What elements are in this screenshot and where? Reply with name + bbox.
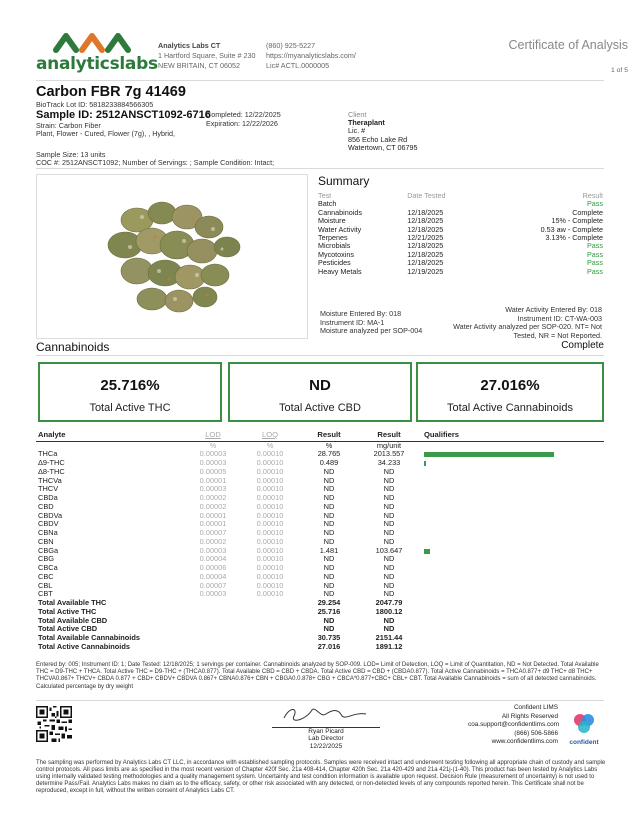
lab-license: Lic# ACTL.0000005 [266,61,330,70]
lims-email[interactable]: coa.support@confidentlims.com [468,721,560,729]
analyte-name: THCa [38,449,58,459]
analyte-name: CBDV [38,519,59,529]
signature-block [276,704,376,750]
summary-date: 12/21/2025 [407,233,444,243]
analyte-result-mg: ND [383,493,395,502]
analyte-lod: 0.00003 [199,545,227,555]
analyte-lod: 0.00004 [199,554,227,564]
footer-disclaimer: The sampling was performed by Analytics Labs CT LLC, in accordance with established sampling protocols. Samples were received intact and underwent testing following all appropriate chain of custody and sample control protocols. All pass limits are as specified in the most recent version of Chapter 420f Sec. 21a 408-414, Chapter 420h Sec. 21a 420-429 and 21a 421j-(1-40). This product has been tested by Analytics Labs using internally validated testing methodologies and a quality management system. Uncertainty and test condition information is available upon request. Decision Rule (measurement of uncertainty) is not used to determine Pass/Fail. Analytics Labs makes no claim as to the efficacy, safety, or other risk associated with any detected, or non-detected levels of any compounds reported herein. This Certificate shall not be reproduced, except in full, without the written consent of Analytics Labs CT. [36,760,606,795]
total-active-thc-value: 25.716% [100,377,160,394]
signer-name: Ryan Picard [308,727,344,735]
summary-date: 12/18/2025 [407,216,444,226]
analyte-row [36,477,604,486]
client-label: Client [348,110,367,119]
analyte-name: CBG [38,554,55,564]
biotrack-id: BioTrack Lot ID: 5818233884566305 [36,100,154,109]
analyte-result-mg: ND [383,580,395,590]
analyte-result-mg: ND [383,528,395,537]
col-result-mg: Result [358,430,420,441]
analyte-loq: 0.00010 [256,475,284,485]
analyte-loq: 0.00010 [256,449,284,459]
analyte-lod: 0.00007 [199,528,227,537]
col-loq: LOQ [240,430,300,441]
analyte-loq: 0.00010 [256,571,284,581]
total-active-cbd-label: Total Active CBD [279,402,361,414]
total-name: Total Active CBD [38,624,98,634]
analyte-result-mg: ND [383,466,395,476]
unit-result-pct: % [325,440,333,450]
total-result-pct: ND [323,615,335,625]
analyte-loq: 0.00010 [256,484,284,494]
total-name: Total Active Cannabinoids [38,641,130,651]
summary-title: Summary [318,174,370,188]
product-title: Carbon FBR 7g 41469 [36,84,186,100]
analyte-row [36,547,604,556]
analyte-bar [424,549,430,554]
qr-code-icon [36,706,72,742]
analyte-row [36,555,604,564]
analyte-name: CBGa [38,545,59,555]
summary-date: 12/18/2025 [407,224,444,234]
col-lod: LOD [186,430,240,441]
lab-name: Analytics Labs CT [158,41,221,50]
analyte-result-pct: ND [323,493,335,502]
lab-phone: (860) 925-5227 [266,41,316,50]
analyte-qualifier-bar-cell [420,529,604,538]
analyte-name: Δ8-THC [38,466,65,476]
analyte-loq: 0.00010 [256,563,284,572]
summary-result: Pass [587,249,603,259]
analyte-qualifier-bar-cell [420,547,604,556]
notes-divider [36,700,604,701]
total-result-pct: 29.254 [317,598,341,607]
analyte-result-pct: ND [323,475,335,485]
summary-row [318,234,603,242]
summary-col-test: Test [318,191,332,200]
analyte-lod: 0.00003 [199,449,227,459]
confident-logo-text: confident [569,739,599,746]
signature-date: 12/22/2025 [309,742,343,750]
summary-test: Water Activity [318,224,362,234]
summary-row [318,251,603,259]
lab-logo [36,30,156,74]
analyte-result-mg: ND [383,475,395,485]
analyte-result-mg: ND [383,519,395,529]
total-active-thc-label: Total Active THC [89,402,171,414]
analyte-name: CBDa [38,493,58,502]
analyte-result-mg: ND [383,484,395,494]
summary-col-date: Date Tested [407,191,446,200]
lab-contact-block [266,41,356,71]
analyte-qualifier-bar-cell [420,512,604,521]
summary-test: Mycotoxins [318,249,354,259]
summary-result: 3.13% - Complete [545,233,603,243]
analyte-qualifier-bar-cell [420,459,604,468]
analyte-lod: 0.00003 [199,484,227,494]
total-name: Total Available THC [38,598,107,607]
analyte-lod: 0.00002 [199,493,227,502]
cannabinoids-status: Complete [561,340,604,351]
analyte-qualifier-bar-cell [420,538,604,547]
analyte-row [36,529,604,538]
summary-test: Moisture [318,216,346,226]
analyte-name: CBDVa [38,510,63,520]
analyte-loq: 0.00010 [256,554,284,564]
analyte-result-pct: ND [323,466,335,476]
analyte-header-row [36,430,604,441]
info-divider [36,168,604,169]
analyte-lod: 0.00002 [199,501,227,511]
expiration-date: Expiration: 12/22/2026 [206,119,278,128]
total-active-thc-box [38,362,222,422]
summary-result: Complete [572,207,603,217]
analyte-result-pct: ND [323,528,335,537]
analyte-name: CBCa [38,563,58,572]
analyte-result-pct: ND [323,571,335,581]
analyte-qualifier-bar-cell [420,555,604,564]
client-address2: Watertown, CT 06795 [348,142,418,152]
lab-address-block [158,41,256,71]
page-number: 1 of 5 [610,67,628,74]
total-active-cbd-box [228,362,412,422]
lims-info [468,704,558,747]
signature-image [276,704,376,724]
analyte-name: THCV [38,484,59,494]
analyte-row [36,503,604,512]
sample-id: Sample ID: 2512ANSCT1092-6716 [36,109,211,121]
analyte-name: CBC [38,571,54,581]
analyte-name: THCVa [38,475,62,485]
analyte-row [36,573,604,582]
summary-date: 12/19/2025 [407,266,444,276]
analyte-loq: 0.00010 [256,536,284,546]
analyte-row [36,485,604,494]
analyte-lod: 0.00004 [199,571,227,581]
client-block [348,111,418,152]
analyte-loq: 0.00010 [256,545,284,555]
total-result-mg: 1891.12 [375,641,403,651]
analyte-qualifier-bar-cell [420,520,604,529]
analyte-lod: 0.00003 [199,589,227,599]
product-photo [36,174,308,339]
col-result-pct: Result [300,430,358,441]
analyte-result-pct: 0.489 [319,458,339,467]
moisture-note-3: Moisture analyzed per SOP-004 [320,326,423,336]
analyte-loq: 0.00010 [256,589,284,599]
col-qualifiers: Qualifiers [420,430,604,441]
analyte-qualifier-bar-cell [420,573,604,582]
analyte-qualifier-bar-cell [420,450,604,459]
lab-address-line1: 1 Hartford Square, Suite # 230 [158,51,256,60]
analyte-result-pct: ND [323,589,335,599]
analyte-result-mg: ND [383,563,395,572]
analyte-row [36,520,604,529]
analyte-result-mg: ND [383,554,395,564]
analyte-result-mg: ND [383,501,395,511]
lims-rights: All Rights Reserved [501,712,558,720]
total-name: Total Available Cannabinoids [38,633,140,642]
cannabinoids-divider [36,355,604,356]
analyte-lod: 0.00006 [199,563,227,572]
summary-test: Terpenes [318,233,348,243]
unit-lod: % [209,440,217,450]
analyte-bar [424,461,426,466]
analyte-loq: 0.00010 [256,580,284,590]
total-row [36,608,604,617]
analyte-lod: 0.00001 [199,510,227,520]
summary-col-result: Result [582,191,603,200]
total-row [36,617,604,626]
lims-name: Confident LIMS [513,704,558,711]
total-result-pct: 25.716 [317,606,341,616]
analyte-lod: 0.00001 [199,475,227,485]
summary-result: 0.53 aw - Complete [540,224,603,234]
analyte-row [36,459,604,468]
analyte-row [36,564,604,573]
client-address1: 856 Echo Lake Rd [348,134,408,144]
summary-header-row [318,192,603,200]
analyte-result-pct: ND [323,580,335,590]
analyte-qualifier-bar-cell [420,477,604,486]
summary-date: 12/18/2025 [407,207,444,217]
summary-test: Cannabinoids [318,207,362,217]
col-analyte: Analyte [36,430,186,441]
total-result-mg: 1800.12 [375,606,403,616]
summary-test: Microbials [318,241,351,251]
analyte-name: CBNa [38,528,58,537]
cannabinoids-title: Cannabinoids [36,340,110,354]
analyte-result-mg: ND [383,571,395,581]
analyte-lod: 0.00007 [199,580,227,590]
analyte-qualifier-bar-cell [420,485,604,494]
moisture-note-2: Instrument ID: MA-1 [320,317,385,327]
analyte-row [36,468,604,477]
summary-date: 12/18/2025 [407,249,444,259]
summary-result: Pass [587,266,603,276]
analyte-result-mg: 34.233 [377,458,401,467]
total-result-pct: ND [323,624,335,634]
analyte-lod: 0.00005 [199,466,227,476]
total-name: Total Active THC [38,606,97,616]
total-result-mg: ND [383,615,395,625]
qr-code[interactable] [36,706,72,742]
analyte-result-pct: ND [323,510,335,520]
analyte-loq: 0.00010 [256,501,284,511]
analyte-qualifier-bar-cell [420,468,604,477]
analyte-name: CBL [38,580,53,590]
lab-address-line2: NEW BRITAIN, CT 06052 [158,61,241,70]
summary-date: 12/18/2025 [407,241,444,251]
analyte-result-pct: ND [323,554,335,564]
header-divider [36,80,604,81]
moisture-notes [320,310,422,336]
analyte-result-pct: 1.481 [319,545,339,555]
analyte-row [36,582,604,591]
analyte-result-pct: 28.765 [317,449,341,459]
moisture-note-1: Moisture Entered By: 018 [320,309,402,318]
water-activity-notes [453,306,602,340]
summary-test: Pesticides [318,258,351,268]
analyte-result-mg: ND [383,510,395,520]
unit-qualifiers [420,441,604,450]
confident-logo [562,712,606,746]
cannabis-flower-image [37,175,307,338]
total-result-mg: ND [383,624,395,634]
analyte-loq: 0.00010 [256,528,284,537]
unit-loq: % [266,440,274,450]
summary-test: Heavy Metals [318,266,362,276]
completed-date: Completed: 12/22/2025 [206,110,281,119]
unit-result-mg: mg/unit [376,440,402,450]
analyte-result-pct: ND [323,519,335,529]
analyte-result-pct: ND [323,563,335,572]
summary-result: Pass [587,258,603,268]
analyte-loq: 0.00010 [256,519,284,529]
client-license: Lic. # [348,126,366,136]
analyte-loq: 0.00010 [256,493,284,502]
analyte-lod: 0.00002 [199,536,227,546]
analyte-result-mg: ND [383,536,395,546]
analyte-row [36,494,604,503]
analyte-result-mg: 2013.557 [373,449,405,459]
analyte-name: CBN [38,536,54,546]
total-name: Total Available CBD [38,615,108,625]
analyte-qualifier-bar-cell [420,582,604,591]
product-type: Plant, Flower - Cured, Flower (7g), , Hybrid, [36,129,175,138]
analyte-name: CBD [38,501,54,511]
analyte-qualifier-bar-cell [420,590,604,599]
analyte-result-pct: ND [323,536,335,546]
water-note-4: Tested, NR = Not Reported. [513,330,602,340]
total-result-mg: 2151.44 [375,633,403,642]
summary-result: 15% - Complete [551,216,603,226]
water-note-1: Water Activity Entered By: 018 [505,305,602,314]
total-active-cannabinoids-box [416,362,604,422]
cannabinoids-notes: Entered by: 005; Instrument ID: 1; Date Tested: 12/18/2025; 1 servings per container. Cannabinoids analyzed by SOP-009. LOD= Limit of Detection, LOQ = Limit of Quantitation, ND = Not Detected. Total Available THC = D9-THC + THCA. Total Active THC = D9-THC + (THCA0.877). Total Available CBD = CBD + CBDA. Total Active CBD = CBD + (CBDA0.877). Total Active Cannabinoids = THCA0.877+ d9 THC+ d8 THC+ THCVA0.867+ THCV+ CBDA 0.877 + CBD+ CBDV+ CBDVA 0.867+ CBNA0.876+ CBN + CBGA0.0.878+ CBG + CBCA*0.877+CBC+ CBL+ CBT. Total Available Cannabinoids = sum of all detected cannabinoids. Calculated percentage by dry weight [36,662,599,690]
cannabinoids-table [36,430,604,652]
summary-table [318,192,603,276]
strain: Strain: Carbon Fiber [36,121,101,130]
signer-title: Lab Director [308,735,344,742]
summary-row [318,242,603,250]
summary-test: Batch [318,199,337,209]
unit-analyte [36,441,186,450]
analyte-name: CBT [38,589,53,599]
total-active-cbd-value: ND [309,377,331,394]
analyte-loq: 0.00010 [256,466,284,476]
total-active-cannabinoids-label: Total Active Cannabinoids [447,402,573,414]
analyte-loq: 0.00010 [256,458,284,467]
summary-result: Pass [587,199,603,209]
lims-phone: (866) 506-5866 [514,729,558,737]
analyte-qualifier-bar-cell [420,494,604,503]
sample-size: Sample Size: 13 units [36,150,106,159]
analyte-result-pct: ND [323,484,335,494]
summary-row [318,268,603,276]
total-row [36,643,604,652]
lab-logo-icon [52,30,138,54]
analyte-lod: 0.00003 [199,458,227,467]
analyte-result-mg: 103.647 [375,545,403,555]
analyte-result-pct: ND [323,501,335,511]
coc-line: COC #: 2512ANSCT1092; Number of Servings: ; Sample Condition: Intact; [36,158,275,167]
total-result-pct: 30.735 [317,633,341,642]
analyte-result-mg: ND [383,589,395,599]
water-note-2: Instrument ID: CT-WA-003 [517,313,602,323]
lims-web[interactable]: www.confidentlims.com [491,738,558,746]
total-result-pct: 27.016 [317,641,341,651]
document-title: Certificate of Analysis [508,38,628,52]
lab-website[interactable]: https://myanalyticslabs.com/ [266,51,356,60]
analyte-row [36,512,604,521]
analyte-loq: 0.00010 [256,510,284,520]
analyte-bar [424,452,554,457]
summary-date: 12/18/2025 [407,258,444,268]
water-note-3: Water Activity analyzed per SOP-020. NT= Not [453,322,602,332]
analyte-name: Δ9-THC [38,458,65,467]
lab-logo-text: analyticslabs [36,54,158,74]
summary-result: Pass [587,241,603,251]
client-name: Theraplant [348,118,385,128]
analyte-lod: 0.00001 [199,519,227,529]
total-result-mg: 2047.79 [375,598,403,607]
analyte-qualifier-bar-cell [420,503,604,512]
analyte-qualifier-bar-cell [420,564,604,573]
confident-logo-icon [572,712,596,734]
total-active-cannabinoids-value: 27.016% [480,377,540,394]
